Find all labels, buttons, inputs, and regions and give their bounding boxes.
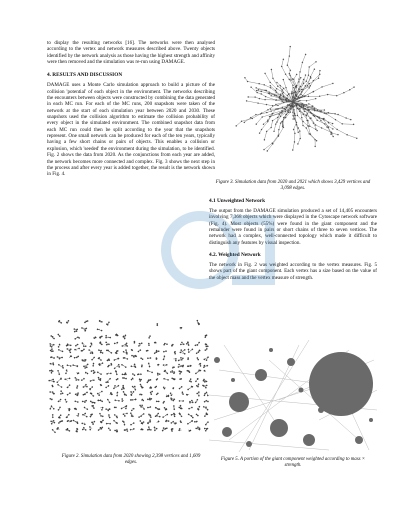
figure-2-network — [47, 318, 215, 436]
weighted-heading: 4.2. Weighted Network — [209, 252, 261, 259]
unweighted-heading: 4.1 Unweighted Network — [209, 198, 266, 204]
figure-3-hairball — [236, 46, 358, 151]
right-column-text — [209, 198, 377, 281]
results-heading: 4. RESULTS AND DISCUSSION — [47, 72, 123, 79]
results-paragraph: DAMAGE uses a Monte Carlo simulation approach to build a picture of the collision 'potential' of each object in the environment. The networks describing the encounters between objects were constructed by combining the data generated in each MC run. For each of the MC runs, 200 snapshots were taken of the network at the start of each simulation year between 2020 and 2030. These snapshots used the collision algorithm to estimate the collision probability of every object in the simulated environment. The combined snapshot data from each MC run could then be split according to the year that the snapshots represent. One small network can be produced for each of the ten years, typically having a few short chains or pairs of objects. This enables a collision or explosion, which 'seeded' the environment during the simulation, to be identified. Fig. 2 shows the data from 2020. As the conjunctions from each year are added, the network becomes more connected and complex. Fig. 3 shows the next step in the process and after every year is added together, the result is the network shown in Fig. 4. — [47, 82, 215, 178]
figure-2-clusters — [49, 320, 209, 433]
figure-3-graphic — [209, 36, 377, 176]
figure-2-graphic — [47, 318, 215, 436]
intro-paragraph: to display the resulting networks [16]. The networks were then analysed according to the vertex and network measures described above. Twenty objects identified by the network analysis as those having the highest strength and affinity were then removed and the simulation was re-run using DAMAGE. — [47, 40, 215, 66]
figure-3-network — [209, 36, 377, 176]
unweighted-paragraph: The output from the DAMAGE simulation produced a set of 14,405 encounters involving 7,368 objects which were displayed in the Cytoscape network software (Fig. 4). Most objects (55%) were found in the giant component and the remainder were found in pairs or short chains of three to seven vertices. The network had a complex, well-connected topology which made it difficult to distinguish any features by visual inspection. — [209, 208, 377, 246]
figure-3-caption: Figure 3. Simulation data from 2020 and 2021 which shows 3,429 vertices and 3,098 edges. — [215, 180, 371, 192]
figure-5-weighted-network — [209, 340, 377, 452]
figure-2-caption: Figure 2. Simulation data from 2020 showing 2,398 vertices and 1,609 edges. — [61, 454, 201, 466]
left-column — [47, 40, 215, 178]
figure-5-graphic — [209, 340, 377, 452]
figure-5-caption: Figure 5. A portion of the giant component weighted according to mass × strength. — [220, 457, 366, 469]
weighted-paragraph: The network in Fig. 2 was weighted according to the vertex measures. Fig. 5 shows part of the giant component. Each vertex has a size based on the value of the object mass and the vertex measure of strength. — [209, 262, 377, 281]
figure-5-nodes — [214, 348, 373, 447]
